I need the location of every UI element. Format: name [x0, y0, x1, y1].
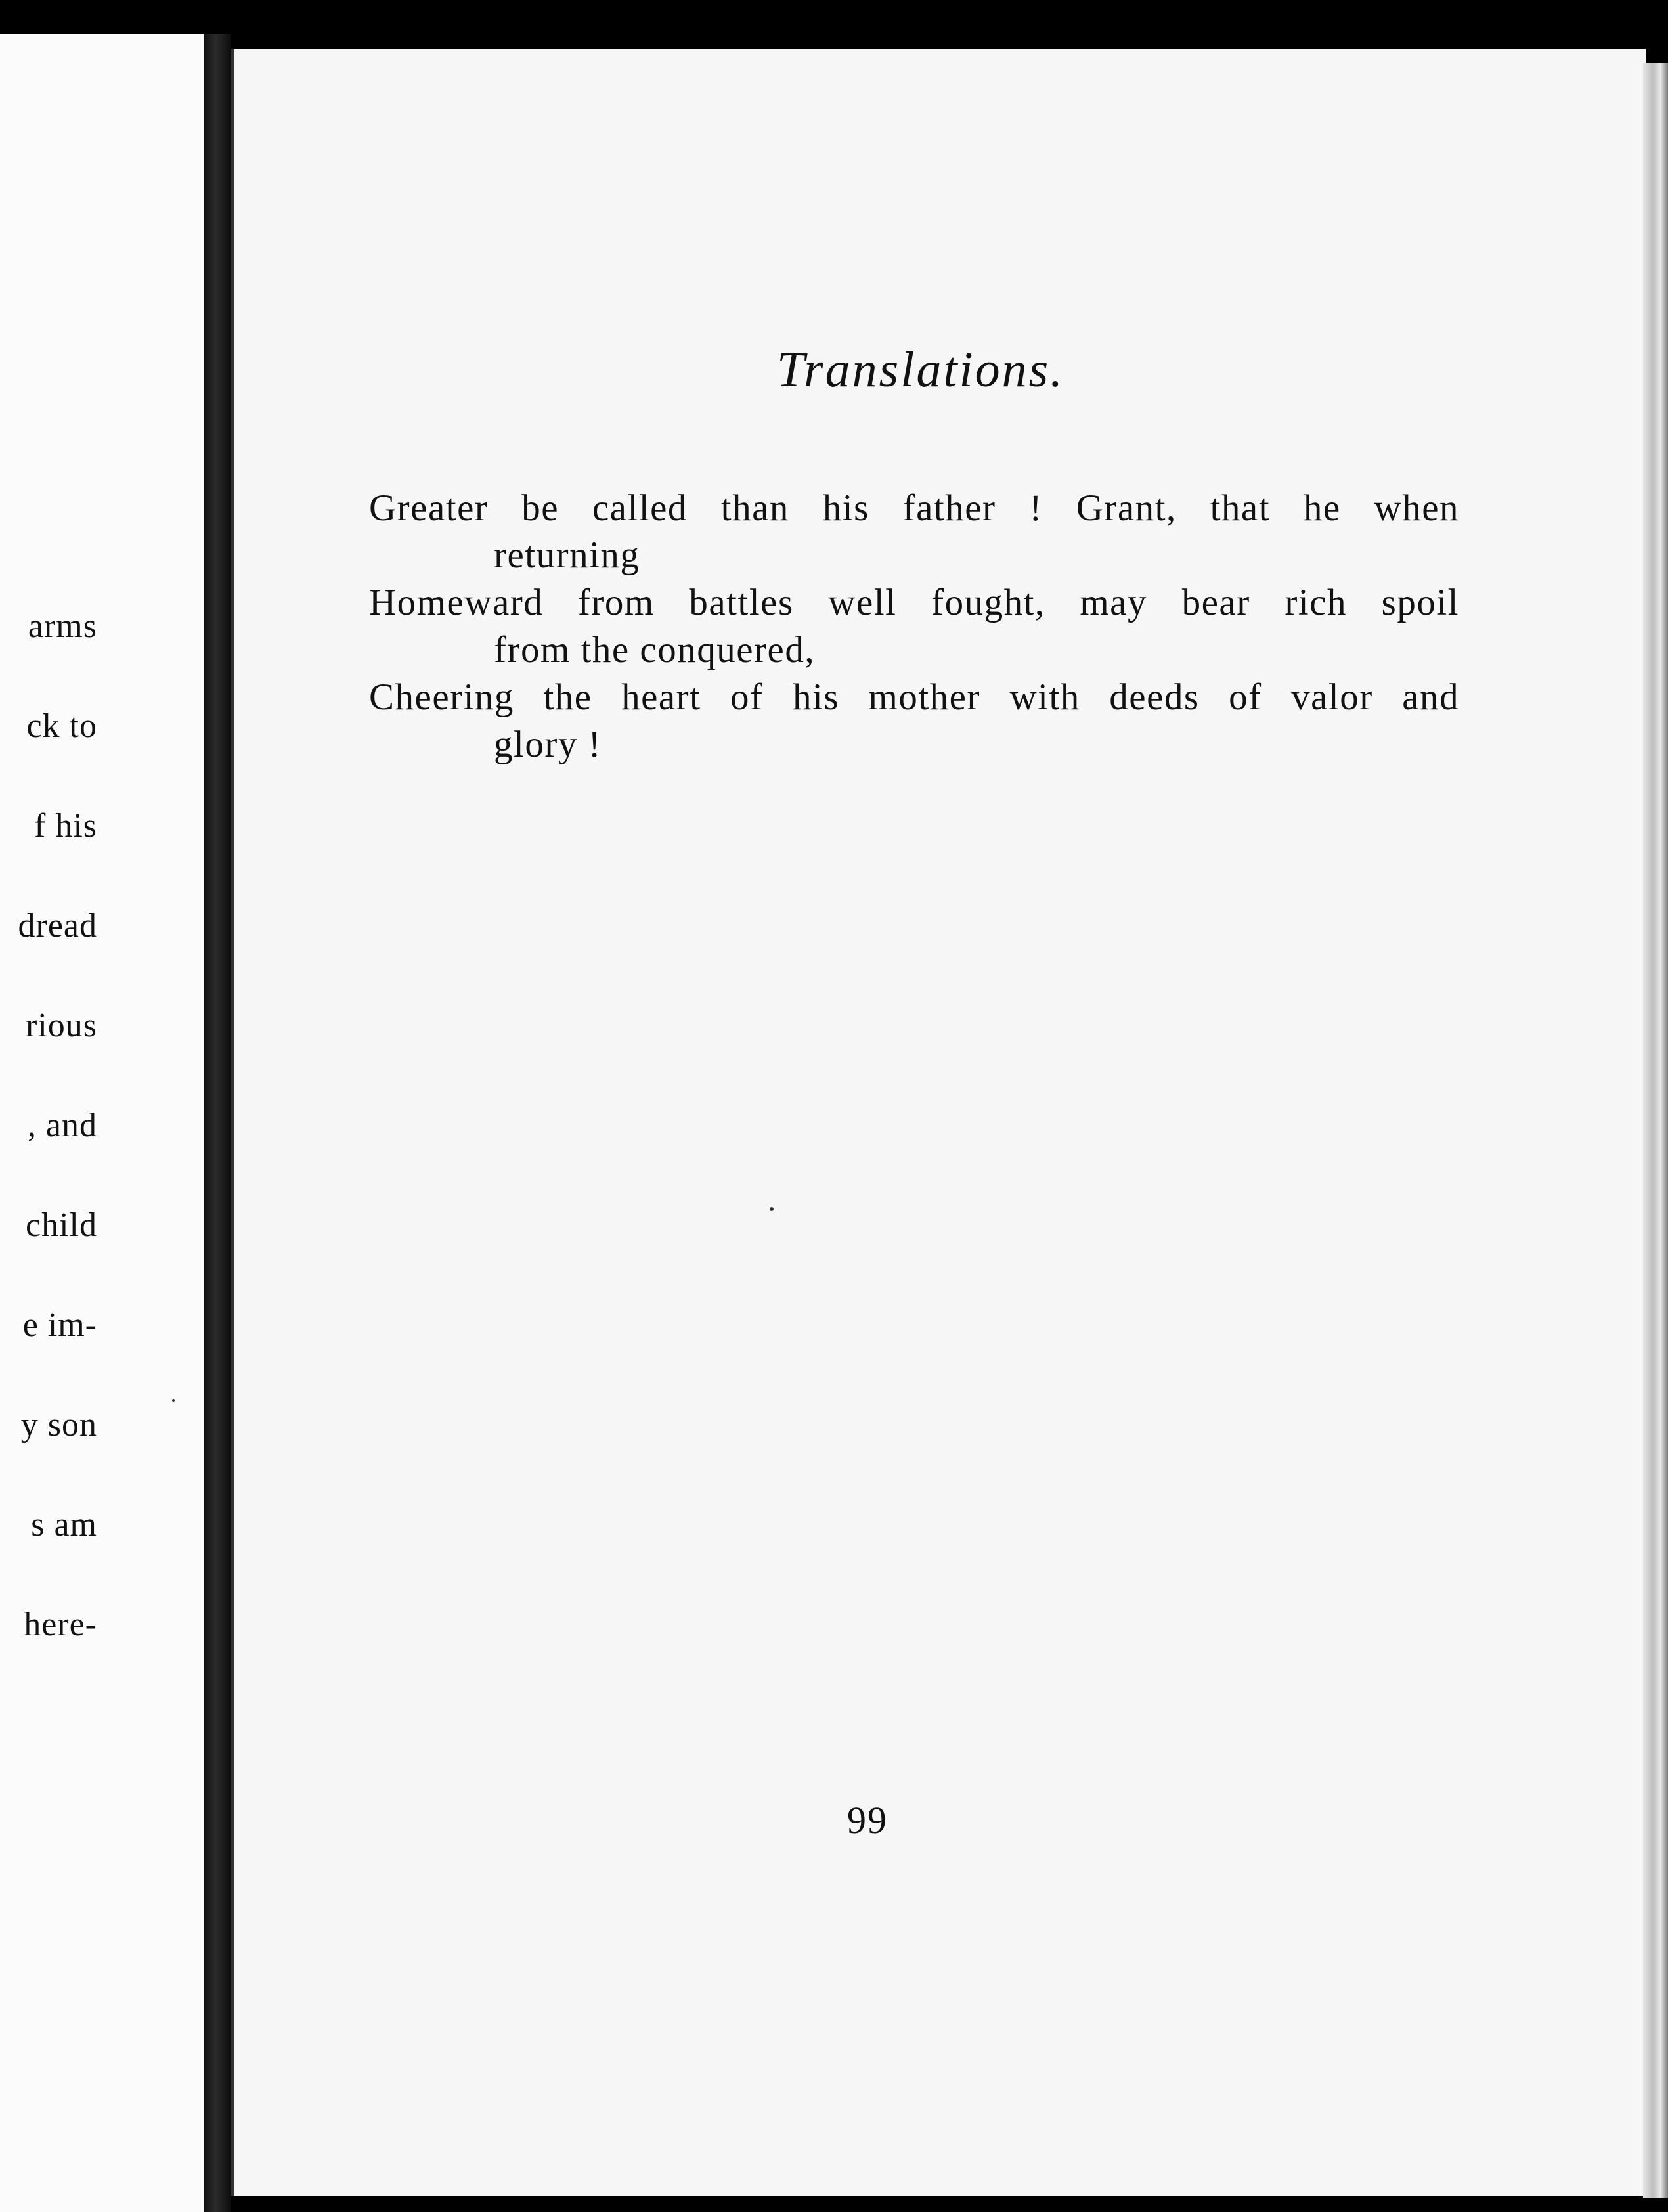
left-line-fragment: s am: [31, 1506, 97, 1543]
left-line-fragment: here-: [24, 1606, 97, 1643]
paper-speck: [172, 1399, 175, 1402]
verse-line: Cheering the heart of his mother with deeds of valor and: [369, 676, 1459, 718]
left-line-fragment: , and: [27, 1107, 97, 1144]
left-line-fragment: dread: [18, 907, 97, 944]
left-page-fragment: [0, 34, 206, 2212]
verse-line-continuation: from the conquered,: [494, 629, 816, 671]
page-edge: [1643, 63, 1668, 2198]
book-gutter: [204, 34, 231, 2212]
left-line-fragment: f his: [34, 807, 97, 845]
left-line-fragment: e im-: [22, 1306, 97, 1344]
left-line-fragment: child: [26, 1206, 97, 1244]
verse-line: Homeward from battles well fought, may bear rich spoil: [369, 582, 1459, 623]
left-line-fragment: ck to: [26, 707, 97, 745]
left-line-fragment: rious: [26, 1007, 97, 1044]
verse-line-continuation: glory !: [494, 724, 602, 765]
paper-speck: [770, 1207, 774, 1211]
running-head: Translations.: [777, 342, 1065, 397]
verse-line-continuation: returning: [494, 535, 640, 576]
verse-line: Greater be called than his father ! Grant, that he when: [369, 487, 1459, 529]
page-number: 99: [847, 1799, 888, 1842]
verse-block: [369, 485, 1459, 768]
left-line-fragment: y son: [20, 1406, 97, 1444]
left-line-fragment: arms: [28, 608, 97, 645]
